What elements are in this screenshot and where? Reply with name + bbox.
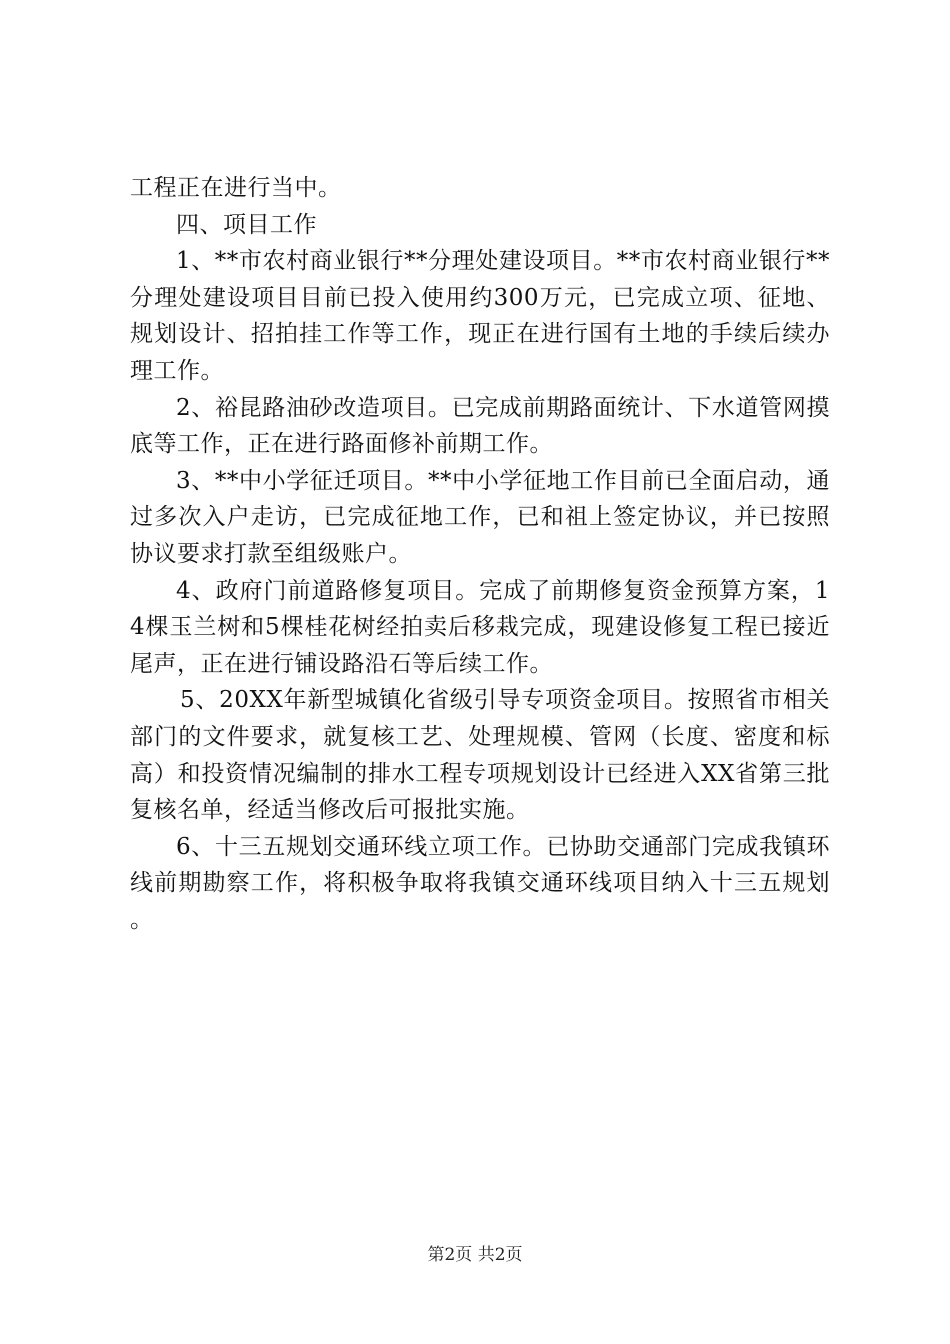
paragraph-item-6: 6、十三五规划交通环线立项工作。已协助交通部门完成我镇环线前期勘察工作，将积极争取将我镇交通环线项目纳入十三五规划。 — [130, 833, 830, 933]
section-heading-projects: 四、项目工作 — [176, 211, 317, 238]
page-footer: 第2页 共2页 — [427, 1245, 523, 1265]
paragraph-item-3: 3、**中小学征迁项目。**中小学征地工作目前已全面启动，通过多次入户走访，已完成征地工作，已和祖上签定协议，并已按照协议要求打款至组级账户。 — [130, 467, 830, 567]
paragraph-item-5: 5、20XX年新型城镇化省级引导专项资金项目。按照省市相关部门的文件要求，就复核工艺、处理规模、管网（长度、密度和标高）和投资情况编制的排水工程专项规划设计已经进入XX省第三批复核名单，经适当修改后可报批实施。 — [130, 687, 830, 824]
paragraph-continuation: 工程正在进行当中。 — [130, 175, 342, 201]
paragraph-item-1: 1、**市农村商业银行**分理处建设项目。**市农村商业银行**分理处建设项目目前已投入使用约300万元，已完成立项、征地、规划设计、招拍挂工作等工作，现正在进行国有土地的手续后续办理工作。 — [130, 248, 830, 384]
paragraph-item-4: 4、政府门前道路修复项目。完成了前期修复资金预算方案，14棵玉兰树和5棵桂花树经拍卖后移栽完成，现建设修复工程已接近尾声，正在进行铺设路沿石等后续工作。 — [130, 577, 830, 677]
document-body — [130, 170, 830, 938]
paragraph-item-2: 2、裕昆路油砂改造项目。已完成前期路面统计、下水道管网摸底等工作，正在进行路面修补前期工作。 — [130, 394, 830, 458]
